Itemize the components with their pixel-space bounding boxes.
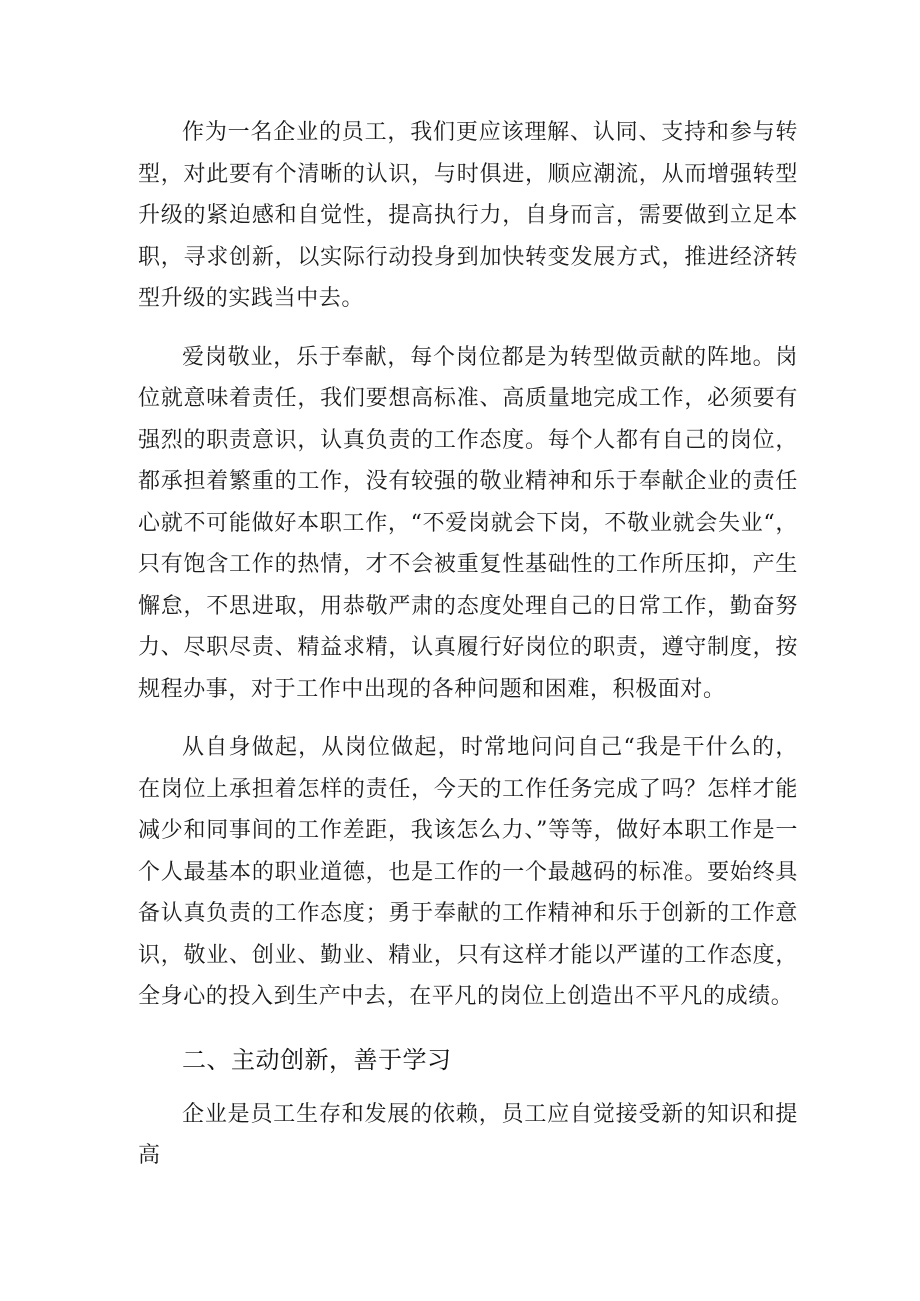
paragraph-4: 企业是员工生存和发展的依赖，员工应自觉接受新的知识和提高 — [138, 1101, 798, 1168]
paragraph-3: 从自身做起，从岗位做起，时常地问问自己“我是干什么的，在岗位上承担着怎样的责任，今天的工作任务完成了吗？怎样才能减少和同事间的工作差距，我该怎么力、”等等，做好本职工作是一个人最基本的职业道德，也是工作的一个最越码的标准。要始终具备认真负责的工作态度；勇于奉献的工作精神和乐于创新的工作意识，敬业、创业、勤业、精业，只有这样才能以严谨的工作态度，全身心的投入到生产中去，在平凡的岗位上创造出不平凡的成绩。 — [138, 735, 798, 1009]
section-heading: 二、主动创新，善于学习 — [182, 1045, 452, 1074]
paragraph-2: 爱岗敬业，乐于奉献，每个岗位都是为转型做贡献的阵地。岗位就意味着责任，我们要想高标准、高质量地完成工作，必须要有强烈的职责意识，认真负责的工作态度。每个人都有自己的岗位，都承担着繁重的工作，没有较强的敬业精神和乐于奉献企业的责任心就不可能做好本职工作，“不爱岗就会下岗，不敬业就会失业“，只有饱含工作的热情，才不会被重复性基础性的工作所压抑，产生懈怠，不思进取，用恭敬严肃的态度处理自己的日常工作，勤奋努力、尽职尽责、精益求精，认真履行好岗位的职责，遵守制度，按规程办事，对于工作中出现的各种问题和困难，积极面对。 — [138, 344, 798, 702]
paragraph-1: 作为一名企业的员工，我们更应该理解、认同、支持和参与转型，对此要有个清晰的认识，与时俱进，顺应潮流，从而增强转型升级的紧迫感和自觉性，提高执行力，自身而言，需要做到立足本职，寻求创新，以实际行动投身到加快转变发展方式，推进经济转型升级的实践当中去。 — [138, 120, 798, 311]
document-body — [138, 112, 798, 1177]
